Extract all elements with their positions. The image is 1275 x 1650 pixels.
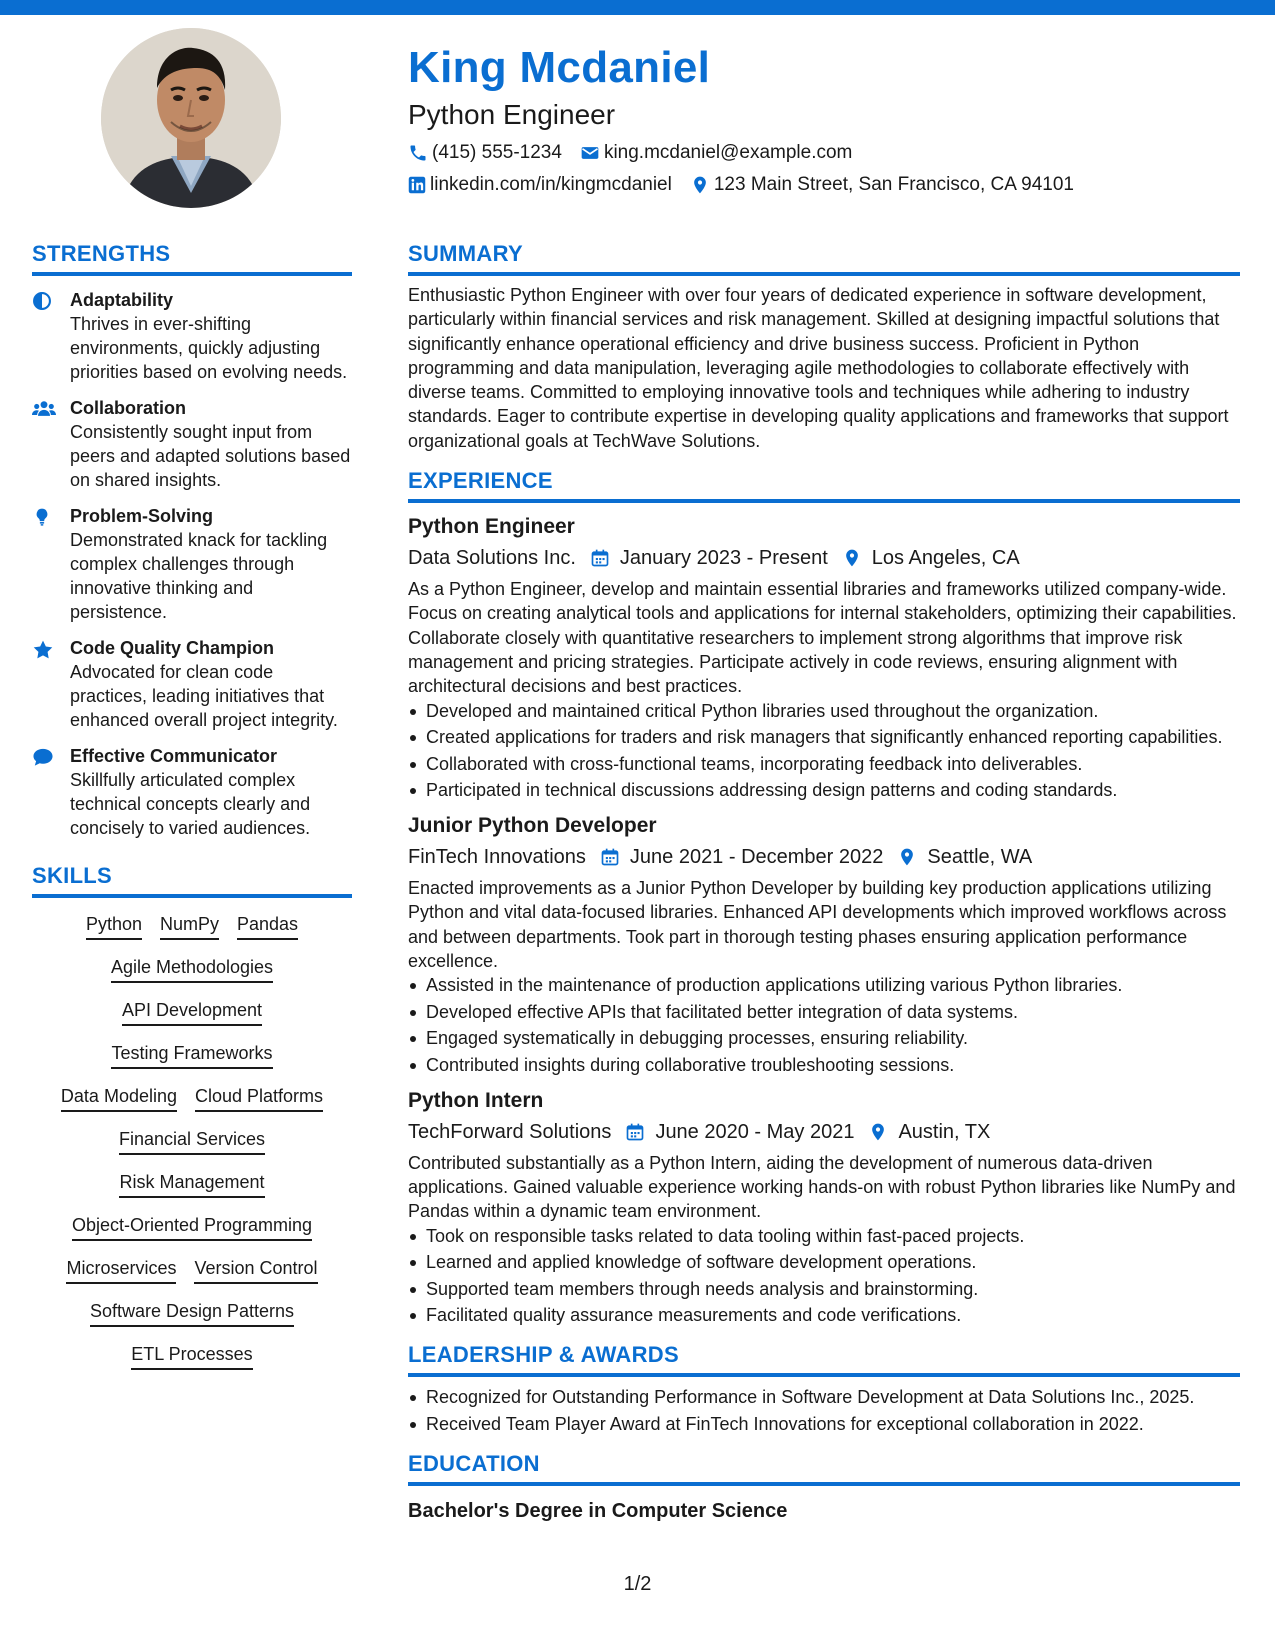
- leadership-list: [408, 1385, 1240, 1436]
- job-bullets: [408, 1224, 1240, 1328]
- lightbulb-icon: [32, 507, 52, 527]
- job-meta: [408, 842, 1240, 872]
- job-description: Enacted improvements as a Junior Python Developer by building key production applications utilizing Python and vital data-focused libraries. Enhanced API developments which improved workflows across and between departments. Took part in thorough testing phases ensuring application performance excellence.: [408, 878, 1227, 971]
- job-bullet: Learned and applied knowledge of software development operations.: [408, 1250, 1240, 1274]
- job-location: Austin, TX: [898, 1120, 991, 1143]
- job-bullet: Facilitated quality assurance measurements and code verifications.: [408, 1303, 1240, 1327]
- strength-title: Collaboration: [70, 398, 186, 418]
- job-meta: [408, 1117, 1240, 1147]
- strength-title: Code Quality Champion: [70, 638, 275, 658]
- skill-tag: Data Modeling: [61, 1084, 177, 1112]
- linkedin-contact[interactable]: [408, 172, 672, 198]
- users-icon: [32, 399, 56, 419]
- skill-row: [32, 1170, 352, 1198]
- job-description: As a Python Engineer, develop and maintain essential libraries and frameworks utilized company-wide. Focus on creating analytical tools and applications for internal stakeholders, optimizing their capabilities. Collaborate closely with quantitative researchers to implement strong algorithms that improve risk management and pricing strategies. Participate actively in code reviews, ensuring alignment with architectural decisions and best practices.: [408, 579, 1237, 697]
- strength-item: [32, 636, 352, 732]
- skill-row: [32, 1299, 352, 1327]
- envelope-icon: [580, 143, 600, 163]
- job-bullets: [408, 973, 1240, 1077]
- education-section: [408, 1450, 1240, 1524]
- skill-tag: Pandas: [237, 912, 298, 940]
- award-item: Recognized for Outstanding Performance in Software Development at Data Solutions Inc., 2025.: [408, 1385, 1240, 1409]
- strength-item: [32, 396, 352, 492]
- education-heading: EDUCATION: [408, 1450, 1240, 1486]
- summary-heading: SUMMARY: [408, 240, 1240, 276]
- job-bullet: Developed and maintained critical Python libraries used throughout the organization.: [408, 699, 1240, 723]
- strength-description: Thrives in ever-shifting environments, quickly adjusting priorities based on evolving needs.: [70, 314, 348, 382]
- skill-row: [32, 1084, 352, 1112]
- linkedin-text: linkedin.com/in/kingmcdaniel: [430, 174, 672, 195]
- skill-tag: NumPy: [160, 912, 219, 940]
- skill-row: [32, 998, 352, 1026]
- address-contact: [690, 172, 1074, 198]
- job-dates-wrap: [625, 1117, 854, 1147]
- contact-row-1: [408, 140, 1238, 166]
- job-bullet: Created applications for traders and risk managers that significantly enhanced reporting capabilities.: [408, 725, 1240, 749]
- skill-tag: Python: [86, 912, 142, 940]
- job-location: Seattle, WA: [927, 846, 1033, 869]
- top-accent-bar: [0, 0, 1275, 15]
- job-dates-wrap: [600, 842, 884, 872]
- email-contact[interactable]: [580, 140, 852, 166]
- phone-icon: [408, 143, 428, 163]
- calendar-icon: [625, 1122, 645, 1142]
- contact-row-2: [408, 172, 1238, 198]
- map-pin-icon: [897, 847, 917, 867]
- job-description: Contributed substantially as a Python Intern, aiding the development of numerous data-driven applications. Gained valuable experience working hands-on with robust Python libraries like NumPy and Pandas within a dynamic team environment.: [408, 1152, 1236, 1222]
- job-location-wrap: [868, 1117, 990, 1147]
- job-bullets: [408, 699, 1240, 803]
- skill-tag: ETL Processes: [131, 1342, 252, 1370]
- strength-title: Adaptability: [70, 290, 174, 310]
- skill-tag: API Development: [122, 998, 262, 1026]
- job-meta: [408, 543, 1240, 573]
- skill-tag: Object-Oriented Programming: [72, 1213, 312, 1241]
- calendar-icon: [590, 548, 610, 568]
- job-bullet: Supported team members through needs analysis and brainstorming.: [408, 1277, 1240, 1301]
- summary-text: Enthusiastic Python Engineer with over four years of dedicated experience in software development, particularly within financial services and risk management. Skilled at designing impactful solutions that significantly enhance operational efficiency and drive business success. Proficient in Python programming and data manipulation, leveraging agile methodologies to collaborate effectively with diverse teams. Committed to employing innovative tools and techniques while adhering to industry standards. Eager to contribute expertise in developing quality applications and frameworks that support organizational goals at TechWave Solutions.: [408, 285, 1229, 451]
- right-column: [408, 240, 1240, 1524]
- candidate-role: Python Engineer: [408, 99, 616, 130]
- skill-row: [32, 955, 352, 983]
- skill-row: [32, 1041, 352, 1069]
- education-degree: Bachelor's Degree in Computer Science: [408, 1499, 788, 1522]
- strength-item: [32, 288, 352, 384]
- leadership-heading: LEADERSHIP & AWARDS: [408, 1341, 1240, 1377]
- strength-item: [32, 744, 352, 840]
- strength-description: Skillfully articulated complex technical concepts clearly and concisely to varied audiences.: [70, 770, 311, 838]
- job-company: TechForward Solutions: [408, 1120, 612, 1143]
- map-pin-icon: [690, 175, 710, 195]
- skill-tag: Cloud Platforms: [195, 1084, 323, 1112]
- skills-list: [32, 912, 352, 1370]
- job-entry: [408, 812, 1240, 1077]
- job-bullet: Took on responsible tasks related to data tooling within fast-paced projects.: [408, 1224, 1240, 1248]
- map-pin-icon: [868, 1122, 888, 1142]
- skill-tag: Risk Management: [119, 1170, 264, 1198]
- profile-photo: [101, 28, 281, 208]
- strength-item: [32, 504, 352, 624]
- job-bullet: Collaborated with cross-functional teams, incorporating feedback into deliverables.: [408, 752, 1240, 776]
- resume-header: [408, 38, 1238, 198]
- skill-tag: Software Design Patterns: [90, 1299, 294, 1327]
- job-location-wrap: [842, 543, 1020, 573]
- skill-row: [32, 1127, 352, 1155]
- portrait-illustration: [101, 28, 281, 208]
- job-entry: [408, 1087, 1240, 1327]
- experience-heading: EXPERIENCE: [408, 467, 1240, 503]
- strength-description: Consistently sought input from peers and adapted solutions based on shared insights.: [70, 422, 351, 490]
- job-bullet: Contributed insights during collaborative troubleshooting sessions.: [408, 1053, 1240, 1077]
- map-pin-icon: [842, 548, 862, 568]
- job-dates: June 2021 - December 2022: [629, 846, 884, 869]
- job-bullet: Developed effective APIs that facilitated better integration of data systems.: [408, 1000, 1240, 1024]
- skill-tag: Agile Methodologies: [111, 955, 273, 983]
- strength-title: Effective Communicator: [70, 746, 278, 766]
- leadership-section: [408, 1341, 1240, 1436]
- candidate-name: King Mcdaniel: [408, 43, 711, 92]
- skill-tag: Microservices: [66, 1256, 176, 1284]
- award-item: Received Team Player Award at FinTech Innovations for exceptional collaboration in 2022.: [408, 1412, 1240, 1436]
- job-location: Los Angeles, CA: [871, 547, 1020, 570]
- calendar-icon: [600, 847, 620, 867]
- skill-tag: Testing Frameworks: [111, 1041, 272, 1069]
- skill-row: [32, 1342, 352, 1370]
- skills-heading: SKILLS: [32, 862, 352, 898]
- page-number: 1/2: [623, 1573, 652, 1595]
- job-bullet: Assisted in the maintenance of production applications utilizing various Python libraries.: [408, 973, 1240, 997]
- job-dates: January 2023 - Present: [619, 547, 828, 570]
- job-bullet: Engaged systematically in debugging processes, ensuring reliability.: [408, 1026, 1240, 1050]
- half-circle-icon: [32, 291, 52, 311]
- linkedin-icon: [408, 176, 426, 194]
- skill-tag: Financial Services: [119, 1127, 265, 1155]
- phone-contact[interactable]: [408, 140, 562, 166]
- job-dates-wrap: [590, 543, 828, 573]
- chat-bubble-icon: [32, 747, 54, 767]
- job-location-wrap: [897, 842, 1032, 872]
- job-title: Python Engineer: [408, 515, 575, 539]
- phone-text: (415) 555-1234: [432, 142, 562, 163]
- skill-row: [32, 1256, 352, 1284]
- job-company: FinTech Innovations: [408, 846, 586, 869]
- skill-row: [32, 1213, 352, 1241]
- job-dates: June 2020 - May 2021: [655, 1120, 855, 1143]
- skill-row: [32, 912, 352, 940]
- star-icon: [32, 639, 54, 661]
- experience-section: [408, 467, 1240, 1327]
- job-entry: [408, 513, 1240, 802]
- job-bullet: Participated in technical discussions addressing design patterns and coding standards.: [408, 778, 1240, 802]
- strength-description: Demonstrated knack for tackling complex challenges through innovative thinking and persistence.: [70, 530, 328, 622]
- job-title: Junior Python Developer: [408, 814, 657, 838]
- job-title: Python Intern: [408, 1088, 544, 1112]
- email-text: king.mcdaniel@example.com: [603, 142, 853, 163]
- strength-description: Advocated for clean code practices, leading initiatives that enhanced overall project integrity.: [70, 662, 338, 730]
- job-company: Data Solutions Inc.: [408, 547, 576, 570]
- strengths-heading: STRENGTHS: [32, 240, 352, 276]
- strength-title: Problem-Solving: [70, 506, 214, 526]
- left-column: [32, 240, 352, 1385]
- address-text: 123 Main Street, San Francisco, CA 94101: [713, 174, 1074, 195]
- skill-tag: Version Control: [194, 1256, 317, 1284]
